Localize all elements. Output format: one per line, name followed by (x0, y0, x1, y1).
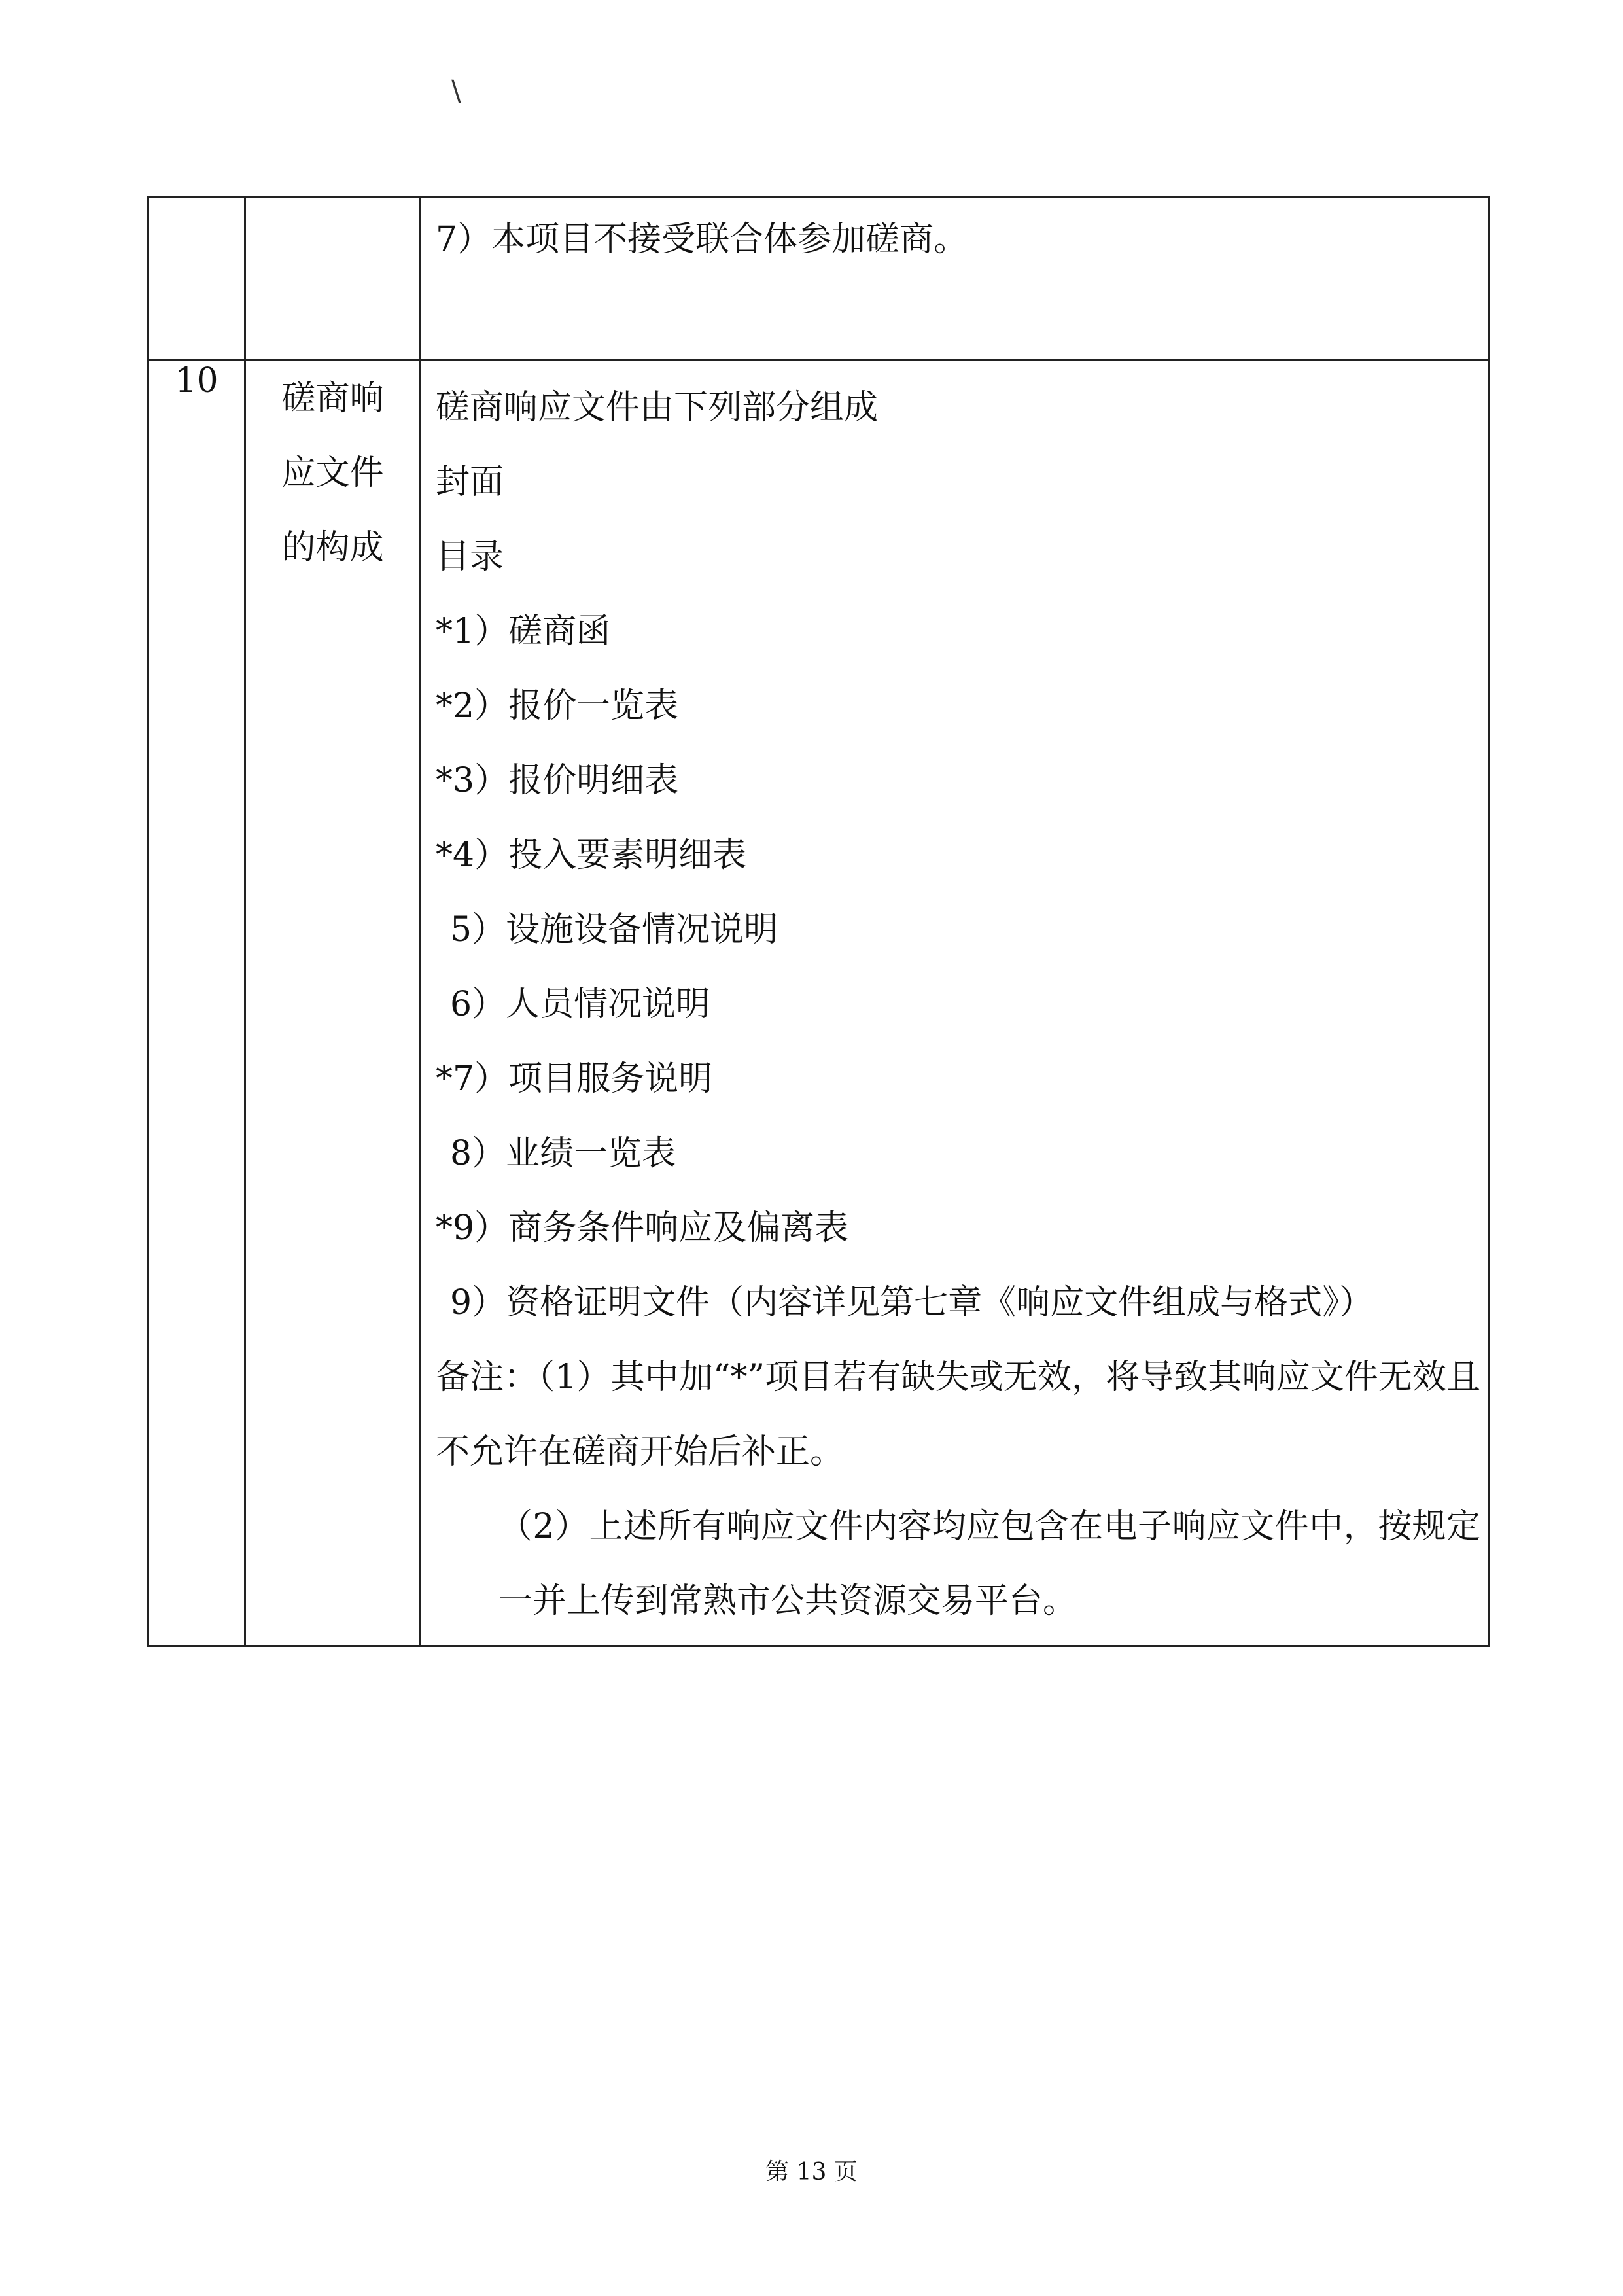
row-number-cell (148, 361, 245, 1646)
row-number-cell (148, 198, 245, 361)
note-2: （2）上述所有响应文件内容均应包含在电子响应文件中，按规定一并上传到常熟市公共资源交易平台。 (498, 1507, 1480, 1621)
content-item-8: 8）业绩一览表 (450, 1134, 676, 1173)
content-item-cover: 封面 (436, 463, 504, 502)
content-item-9: *9）商务条件响应及偏离表 (436, 1209, 849, 1248)
row-name-cell (245, 361, 421, 1646)
content-item-2: *2）报价一览表 (436, 686, 679, 726)
note-1: 备注：（1）其中加“*”项目若有缺失或无效，将导致其响应文件无效且不允许在磋商开始后补正。 (436, 1358, 1480, 1472)
row-name-cell (245, 198, 421, 361)
row-content-cell (421, 361, 1490, 1646)
page-number: 第 13 页 (765, 2159, 858, 2185)
row-number: 10 (175, 361, 218, 400)
content-item-5: 5）设施设备情况说明 (450, 910, 778, 949)
content-item-6: 6）人员情况说明 (450, 985, 710, 1024)
content-line: 7）本项目不接受联合体参加磋商。 (436, 220, 968, 259)
content-item-1: *1）磋商函 (436, 612, 611, 651)
table-row (148, 198, 1490, 361)
content-item-3: *3）报价明细表 (436, 761, 679, 800)
row-name: 磋商响应文件的构成 (281, 379, 384, 567)
content-item-9b: 9）资格证明文件（内容详见第七章《响应文件组成与格式》） (450, 1283, 1374, 1322)
content-item-7: *7）项目服务说明 (436, 1059, 713, 1099)
row-content-cell (421, 198, 1490, 361)
content-item-toc: 目录 (436, 537, 504, 576)
content-item-4: *4）投入要素明细表 (436, 836, 747, 875)
requirements-table (147, 196, 1490, 1647)
content-intro: 磋商响应文件由下列部分组成 (436, 388, 879, 427)
header-mark: \ (451, 75, 461, 108)
table-row (148, 361, 1490, 1646)
